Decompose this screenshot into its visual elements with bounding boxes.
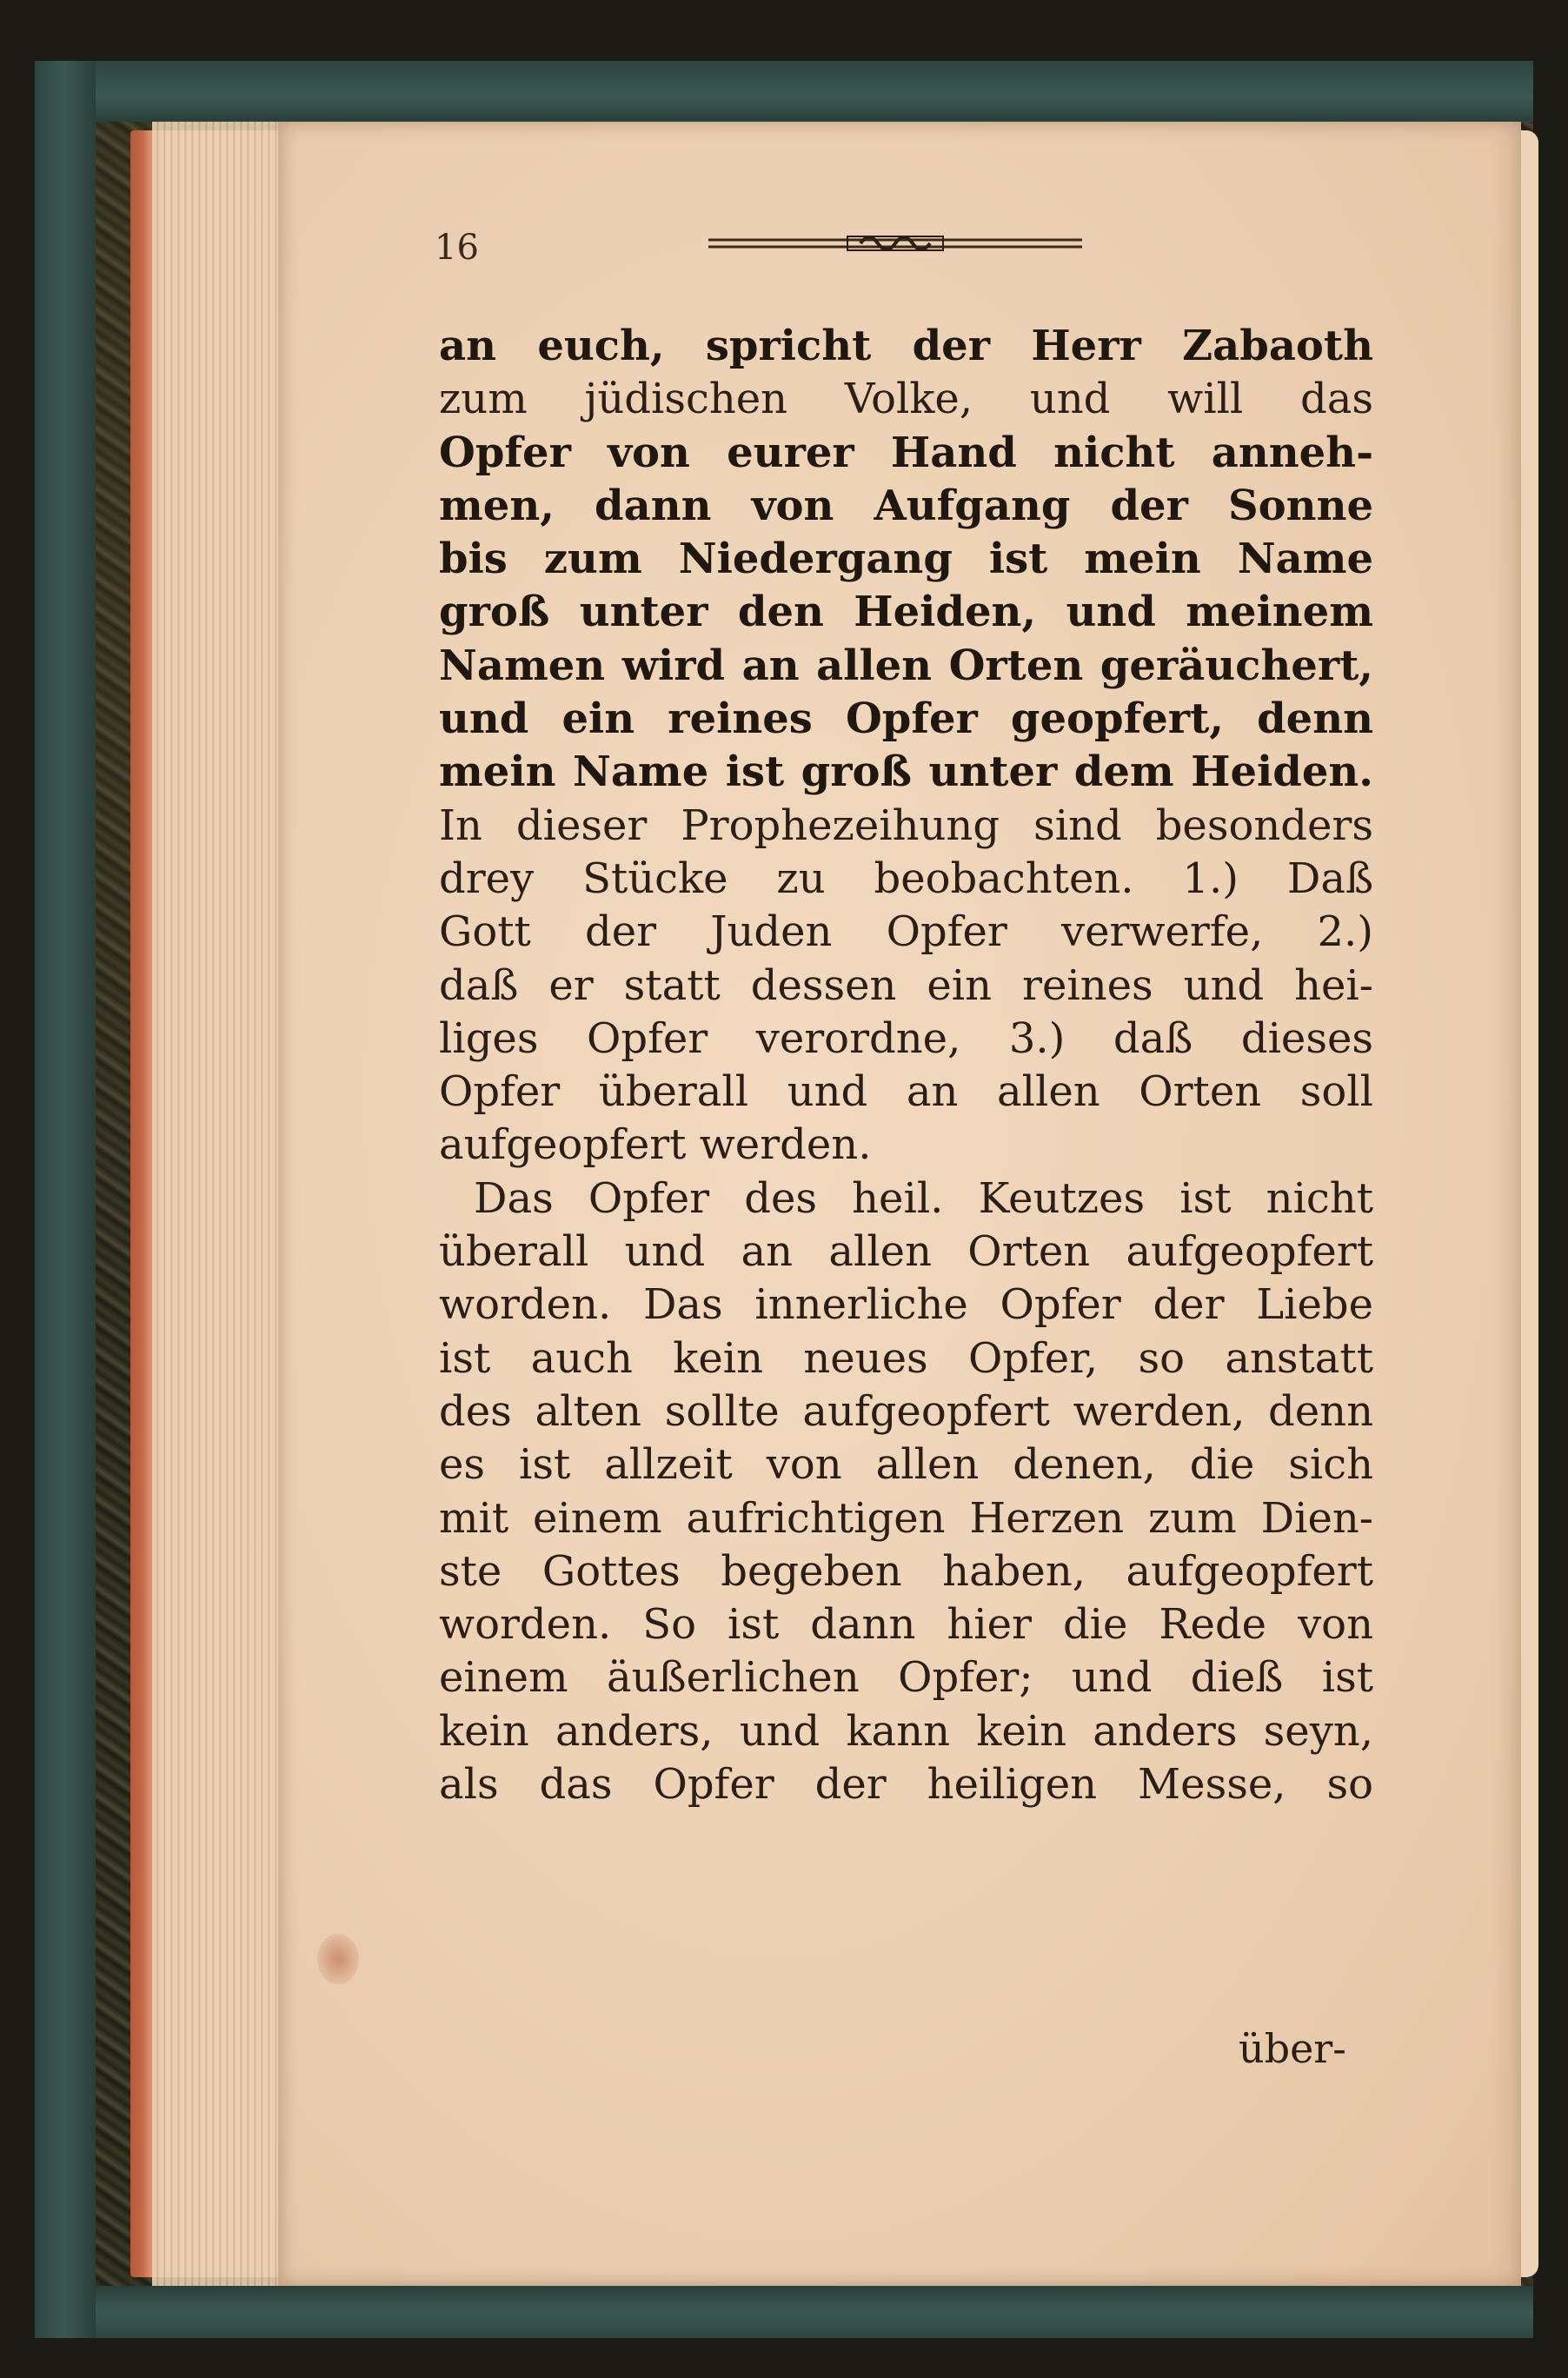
page-number: 16 [435, 228, 479, 268]
text-line: aufgeopfert werden. [439, 1120, 872, 1170]
text-line: des alten sollte aufgeopfert werden, denn [439, 1386, 1373, 1436]
text-line: Opfer von eurer Hand nicht anneh- [439, 428, 1373, 477]
text-line: ste Gottes begeben haben, aufgeopfert [439, 1546, 1373, 1596]
text-line: ist auch kein neues Opfer, so anstatt [439, 1333, 1373, 1383]
cover-top-edge [35, 61, 1533, 122]
text-line: kein anders, und kann kein anders seyn, [439, 1706, 1373, 1756]
text-line: In dieser Prophezeihung sind besonders [439, 800, 1373, 850]
cover-bottom-edge [35, 2286, 1533, 2338]
text-line: liges Opfer verordne, 3.) daß dieses [439, 1013, 1373, 1063]
text-line: Gott der Juden Opfer verwerfe, 2.) [439, 907, 1373, 957]
text-line: zum jüdischen Volke, und will das [439, 375, 1373, 424]
text-line: und ein reines Opfer geopfert, denn [439, 694, 1373, 744]
text-line: bis zum Niedergang ist mein Name [439, 535, 1373, 584]
cover-spine [35, 61, 96, 2338]
text-line: mit einem aufrichtigen Herzen zum Dien- [439, 1493, 1373, 1543]
text-line: es ist allzeit von allen denen, die sich [439, 1440, 1373, 1490]
paper-stain [317, 1934, 359, 1984]
text-line: men, dann von Aufgang der Sonne [439, 481, 1373, 530]
body-text [439, 320, 1373, 1811]
text-line: Opfer überall und an allen Orten soll [439, 1067, 1373, 1117]
header-ornament-icon [708, 228, 1082, 259]
page-leaves [152, 122, 282, 2286]
text-line: einem äußerlichen Opfer; und dieß ist [439, 1653, 1373, 1703]
text-line: mein Name ist groß unter dem Heiden. [439, 747, 1373, 797]
text-line: worden. Das innerliche Opfer der Liebe [439, 1280, 1373, 1330]
text-line: an euch, spricht der Herr Zabaoth [439, 322, 1373, 370]
text-line: groß unter den Heiden, und meinem [439, 588, 1373, 637]
text-line: als das Opfer der heiligen Messe, so [439, 1760, 1373, 1810]
text-line: worden. So ist dann hier die Rede von [439, 1600, 1373, 1650]
text-line: daß er statt dessen ein reines und hei- [439, 960, 1373, 1010]
text-line: drey Stücke zu beobachten. 1.) Daß [439, 854, 1373, 903]
text-line: Namen wird an allen Orten geräuchert, [439, 641, 1373, 690]
text-line: überall und an allen Orten aufgeopfert [439, 1227, 1373, 1277]
catchword: über- [1239, 2025, 1346, 2072]
text-line: Das Opfer des heil. Keutzes ist nicht [474, 1173, 1373, 1223]
